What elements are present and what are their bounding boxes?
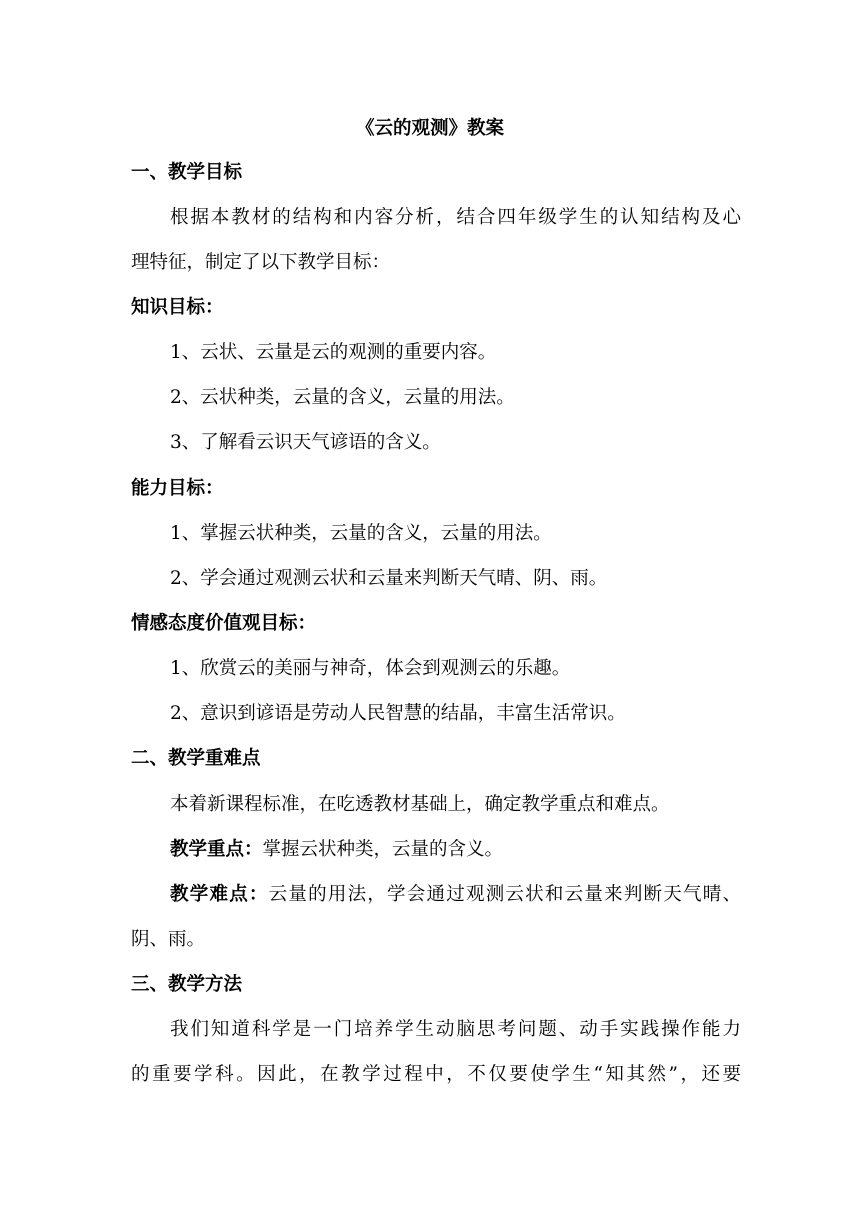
- paragraph-methods-line-2: 的重要学科。因此，在教学过程中，不仅要使学生“知其然”，还要: [131, 1064, 741, 1085]
- subheading-knowledge-goals: 知识目标：: [131, 297, 224, 318]
- difficulty-text: 云量的用法，学会通过观测云状和云量来判断天气晴、: [268, 884, 741, 905]
- section-heading-key-difficult-points: 二、教学重难点: [131, 748, 261, 769]
- key-point-line: [170, 838, 741, 862]
- section-heading-teaching-goals: 一、教学目标: [131, 162, 243, 183]
- section-heading-teaching-methods: 三、教学方法: [131, 974, 243, 995]
- ability-goal-item: 2、学会通过观测云状和云量来判断天气晴、阴、雨。: [170, 568, 608, 589]
- paragraph-methods-line-1: 我们知道科学是一门培养学生动脑思考问题、动手实践操作能力: [170, 1019, 741, 1040]
- paragraph-intro-line-2: 理特征，制定了以下教学目标：: [131, 252, 391, 273]
- knowledge-goal-item: 2、云状种类，云量的含义，云量的用法。: [170, 387, 515, 408]
- knowledge-goal-item: 1、云状、云量是云的观测的重要内容。: [170, 342, 497, 363]
- emotion-goal-item: 2、意识到谚语是劳动人民智慧的结晶，丰富生活常识。: [170, 703, 626, 724]
- subheading-ability-goals: 能力目标：: [131, 478, 224, 499]
- key-point-label: 教学重点：: [170, 839, 263, 860]
- emotion-goal-item: 1、欣赏云的美丽与神奇，体会到观测云的乐趣。: [170, 658, 571, 679]
- ability-goal-item: 1、掌握云状种类，云量的含义，云量的用法。: [170, 523, 552, 544]
- document-title: 《云的观测》教案: [355, 118, 504, 139]
- knowledge-goal-item: 3、了解看云识天气谚语的含义。: [170, 432, 441, 453]
- difficulty-line-2: 阴、雨。: [131, 929, 206, 950]
- key-point-text: 掌握云状种类，云量的含义。: [262, 839, 504, 860]
- paragraph-intro-line-1: 根据本教材的结构和内容分析，结合四年级学生的认知结构及心: [170, 207, 741, 228]
- subheading-emotion-goals: 情感态度价值观目标：: [131, 613, 317, 634]
- paragraph-key-points-intro: 本着新课程标准，在吃透教材基础上，确定教学重点和难点。: [170, 794, 670, 815]
- difficulty-line: [170, 883, 741, 907]
- difficulty-label: 教学难点：: [170, 884, 269, 905]
